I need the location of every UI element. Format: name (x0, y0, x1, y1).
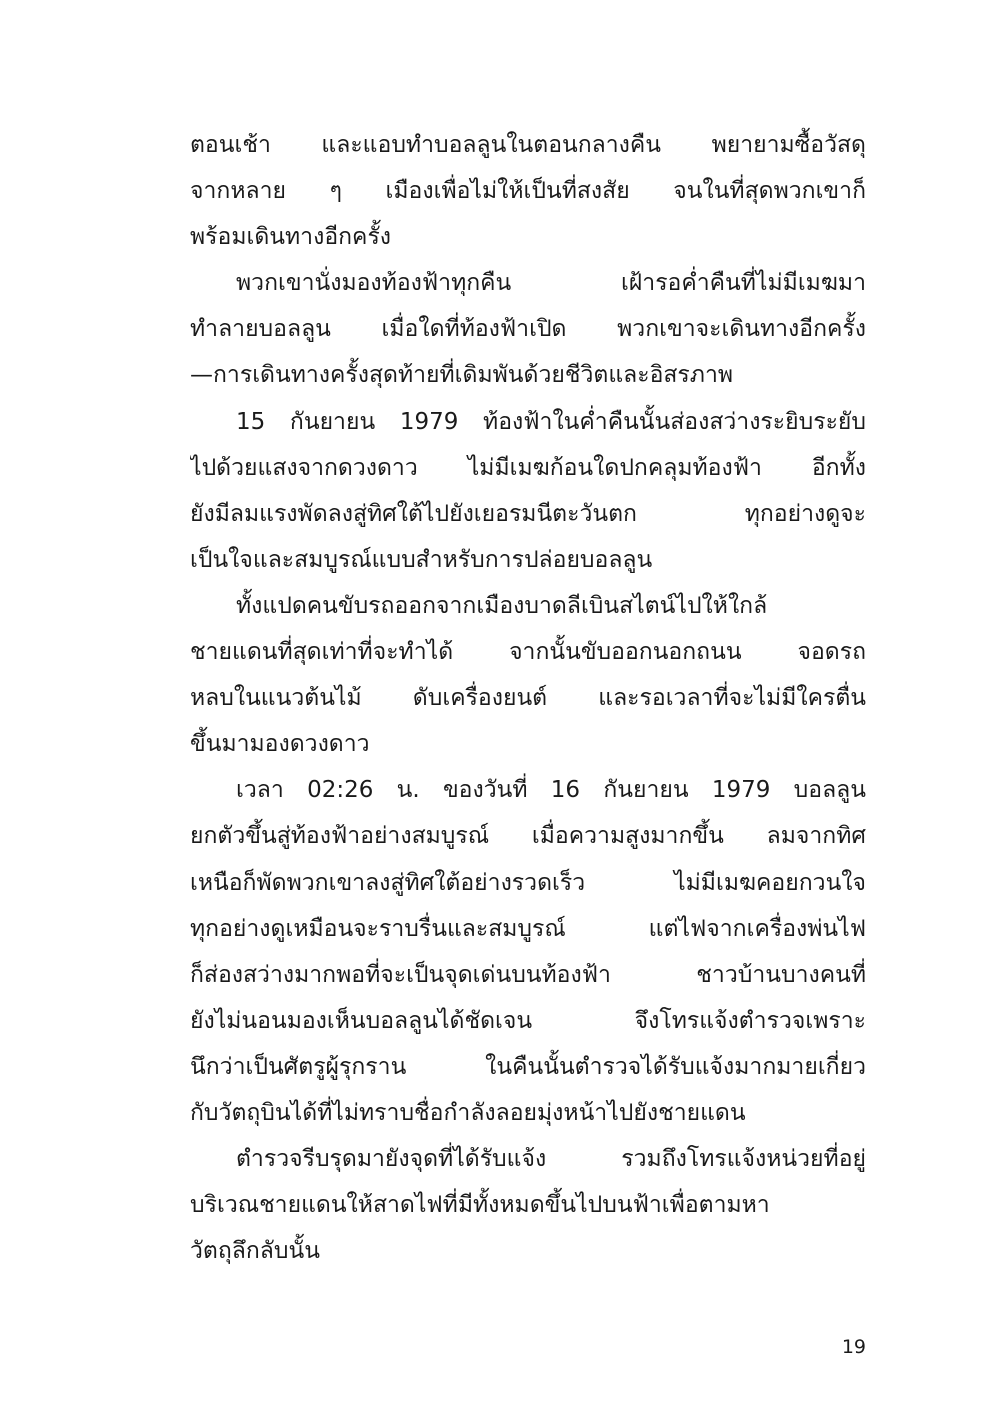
text-line: ขึ้นมามองดวงดาว (190, 731, 370, 758)
text-line: 15 กันยายน 1979 ท้องฟ้าในค่ำคืนนั้นส่องสว่างระยิบระยับ (236, 408, 866, 435)
text-line: —การเดินทางครั้งสุดท้ายที่เดิมพันด้วยชีวิตและอิสรภาพ (190, 362, 734, 389)
body-text (190, 122, 866, 1274)
text-line: พร้อมเดินทางอีกครั้ง (190, 224, 392, 251)
text-line: ตอนเช้า และแอบทำบอลลูนในตอนกลางคืน พยายามซื้อวัสดุ (190, 132, 866, 158)
text-line: ตำรวจรีบรุดมายังจุดที่ได้รับแจ้ง รวมถึงโทรแจ้งหน่วยที่อยู่ (236, 1146, 866, 1173)
text-line: เวลา 02:26 น. ของวันที่ 16 กันยายน 1979 บอลลูน (236, 777, 866, 804)
text-line: ก็ส่องสว่างมากพอที่จะเป็นจุดเด่นบนท้องฟ้า ชาวบ้านบางคนที่ (190, 961, 866, 988)
text-line: บริเวณชายแดนให้สาดไฟที่มีทั้งหมดขึ้นไปบนฟ้าเพื่อตามหา (190, 1192, 770, 1219)
text-line: จากหลาย ๆ เมืองเพื่อไม่ให้เป็นที่สงสัย จนในที่สุดพวกเขาก็ (190, 178, 866, 205)
text-line: เป็นใจและสมบูรณ์แบบสำหรับการปล่อยบอลลูน (190, 546, 653, 573)
text-line: ทุกอย่างดูเหมือนจะราบรื่นและสมบูรณ์ แต่ไฟจากเครื่องพ่นไฟ (190, 915, 866, 942)
text-line: ยกตัวขึ้นสู่ท้องฟ้าอย่างสมบูรณ์ เมื่อความสูงมากขึ้น ลมจากทิศ (190, 823, 866, 850)
text-line: เหนือก็พัดพวกเขาลงสู่ทิศใต้อย่างรวดเร็ว ไม่มีเมฆคอยกวนใจ (190, 869, 866, 896)
text-line: ทั้งแปดคนขับรถออกจากเมืองบาดลีเบินสไตน์ไปให้ใกล้ (236, 592, 768, 619)
text-line: นึกว่าเป็นศัตรูผู้รุกราน ในคืนนั้นตำรวจได้รับแจ้งมากมายเกี่ยว (190, 1053, 866, 1080)
text-line: วัตถุลึกลับนั้น (190, 1238, 320, 1265)
text-line: ยังไม่นอนมองเห็นบอลลูนได้ชัดเจน จึงโทรแจ้งตำรวจเพราะ (190, 1007, 866, 1034)
text-line: พวกเขานั่งมองท้องฟ้าทุกคืน เฝ้ารอค่ำคืนที่ไม่มีเมฆมา (236, 270, 866, 297)
text-line: ไปด้วยแสงจากดวงดาว ไม่มีเมฆก้อนใดปกคลุมท้องฟ้า อีกทั้ง (190, 454, 866, 481)
text-line: ยังมีลมแรงพัดลงสู่ทิศใต้ไปยังเยอรมนีตะวันตก ทุกอย่างดูจะ (190, 500, 866, 527)
text-line: ชายแดนที่สุดเท่าที่จะทำได้ จากนั้นขับออกนอกถนน จอดรถ (190, 639, 866, 666)
text-line: ทำลายบอลลูน เมื่อใดที่ท้องฟ้าเปิด พวกเขาจะเดินทางอีกครั้ง (190, 316, 866, 343)
page-number: 19 (841, 1336, 866, 1358)
text-line: กับวัตถุบินได้ที่ไม่ทราบชื่อกำลังลอยมุ่งหน้าไปยังชายแดน (190, 1099, 746, 1126)
text-line: หลบในแนวต้นไม้ ดับเครื่องยนต์ และรอเวลาที่จะไม่มีใครตื่น (190, 685, 866, 712)
